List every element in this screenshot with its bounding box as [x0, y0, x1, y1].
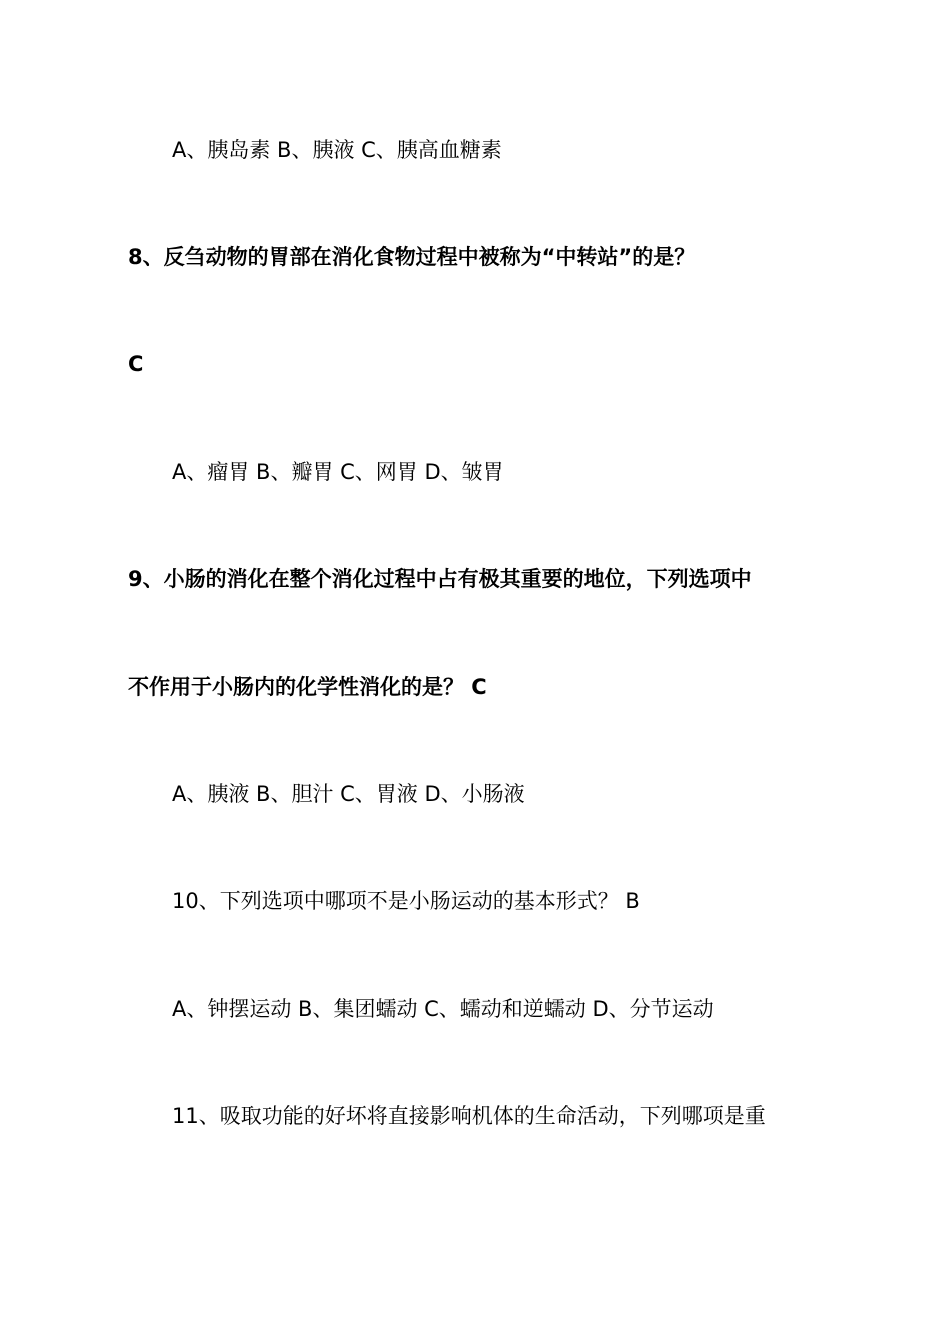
q9-options: A、胰液 B、胆汁 C、胃液 D、小肠液: [172, 782, 525, 806]
q10-options: A、钟摆运动 B、集团蠕动 C、蠕动和逆蠕动 D、分节运动: [172, 997, 714, 1021]
q9-question-line2: 不作用于小肠内的化学性消化的是？ C: [128, 675, 487, 699]
q8-answer: C: [128, 352, 144, 376]
q7-options: A、胰岛素 B、胰液 C、胰高血糖素: [172, 138, 502, 162]
q9-question-line1: 9、小肠的消化在整个消化过程中占有极其重要的地位，下列选项中: [128, 567, 752, 591]
q8-question: 8、反刍动物的胃部在消化食物过程中被称为“中转站”的是？: [128, 245, 696, 269]
q8-options: A、瘤胃 B、瓣胃 C、网胃 D、皱胃: [172, 460, 504, 484]
q11-question: 11、吸取功能的好坏将直接影响机体的生命活动，下列哪项是重: [172, 1104, 766, 1128]
q10-question: 10、下列选项中哪项不是小肠运动的基本形式？ B: [172, 889, 640, 913]
